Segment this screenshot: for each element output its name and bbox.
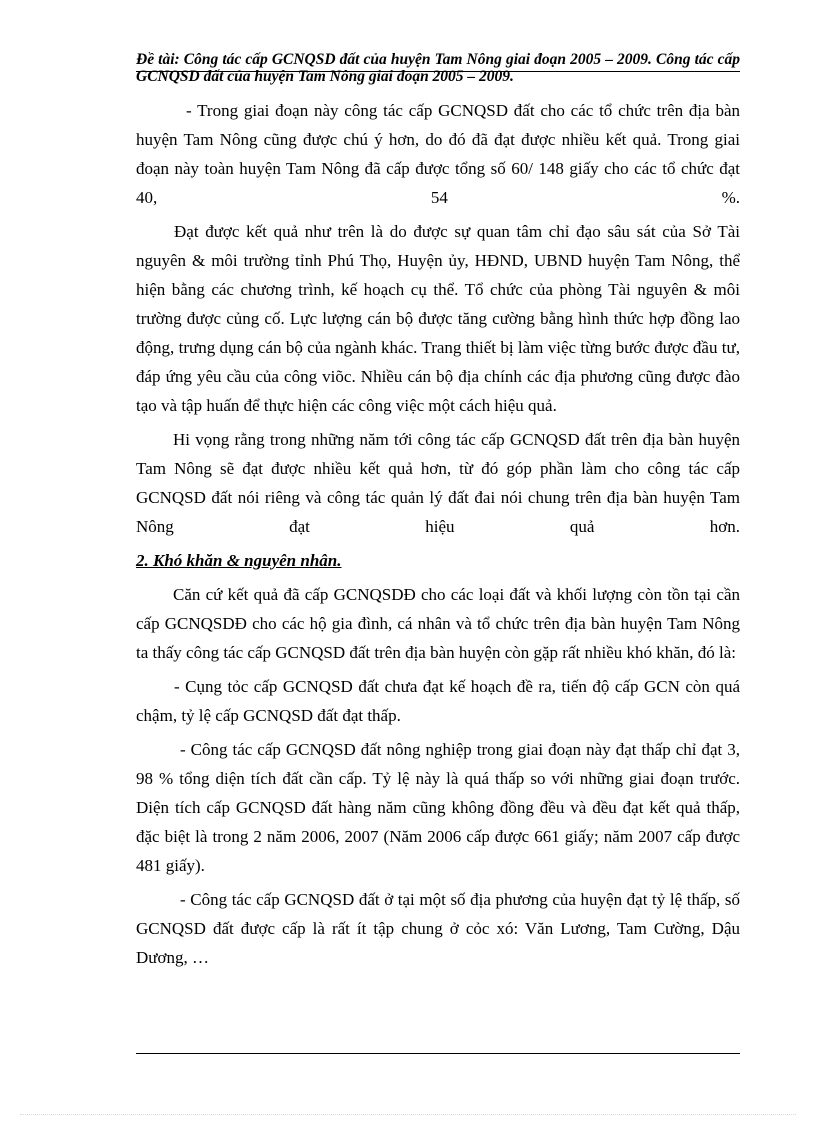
paragraph-organizations-results: - Trong giai đoạn này công tác cấp GCNQSD đất cho các tổ chức trên địa bàn huyện Tam Nông cũng được chú ý hơn, do đó đã đạt được nhiều kết quả. Trong giai đoạn này toàn huyện Tam Nông đã cấp được tổng số 60/ 148 giấy cho các tổ chức đạt 40, 54 %. [136, 101, 740, 207]
document-body [136, 96, 740, 977]
paragraph-difficulty-agricultural: - Công tác cấp GCNQSD đất nông nghiệp trong giai đoạn này đạt thấp chỉ đạt 3, 98 % tổng diện tích đất cần cấp. Tỷ lệ này là quá thấp so với những giai đoạn trước. Diện tích cấp GCNQSD đất hàng năm cũng không đồng đều và đều đạt kết quả thấp, đặc biệt là trong 2 năm 2006, 2007 (Năm 2006 cấp được 661 giấy; năm 2007 cấp được 481 giấy). [136, 740, 740, 875]
section-heading-difficulties: 2. Khó khăn & nguyên nhân. [136, 551, 342, 570]
paragraph-future-hopes: Hi vọng rằng trong những năm tới công tác cấp GCNQSD đất trên địa bàn huyện Tam Nông sẽ đạt được nhiều kết quả hơn, từ đó góp phần làm cho công tác cấp GCNQSD đất nói riêng và công tác quản lý đất đai nói chung trên địa bàn huyện Tam Nông đạt hiệu quả hơn. [136, 430, 740, 536]
paragraph-difficulty-progress: - Cụng tỏc cấp GCNQSD đất chưa đạt kế hoạch đề ra, tiến độ cấp GCN còn quá chậm, tỷ lệ cấp GCNQSD đất đạt thấp. [136, 677, 740, 725]
paragraph-achievement-reasons: Đạt được kết quả như trên là do được sự quan tâm chỉ đạo sâu sát của Sở Tài nguyên & môi trường tỉnh Phú Thọ, Huyện ủy, HĐND, UBND huyện Tam Nông, thể hiện bằng các chương trình, kế hoạch cụ thể. Tổ chức của phòng Tài nguyên & môi trường được củng cố. Lực lượng cán bộ được tăng cường bằng hình thức hợp đồng lao động, trưng dụng cán bộ của ngành khác. Trang thiết bị làm việc từng bước được đầu tư, đáp ứng yêu cầu của công viõc. Nhiều cán bộ địa chính các địa phương cũng được đào tạo và tập huấn để thực hiện các công việc một cách hiệu quả. [136, 222, 740, 415]
running-header: Đề tài: Công tác cấp GCNQSD đất của huyện Tam Nông giai đoạn 2005 – 2009. Công tác cấp GCNQSD đất của huyện Tam Nông giai đoạn 2005 – 2009. [136, 51, 740, 85]
footer-rule [136, 1053, 740, 1054]
paragraph-difficulties-intro: Căn cứ kết quả đã cấp GCNQSDĐ cho các loại đất và khối lượng còn tồn tại cần cấp GCNQSDĐ cho các hộ gia đình, cá nhân và tổ chức trên địa bàn huyện Tam Nông ta thấy công tác cấp GCNQSD đất trên địa bàn huyện còn gặp rất nhiều khó khăn, đó là: [136, 585, 740, 662]
paragraph-difficulty-local: - Công tác cấp GCNQSD đất ở tại một số địa phương của huyện đạt tỷ lệ thấp, số GCNQSD đất được cấp là rất ít tập chung ở cỏc xó: Văn Lương, Tam Cường, Dậu Dương, … [136, 890, 740, 967]
header-rule [136, 71, 740, 72]
page-edge-divider [20, 1114, 796, 1115]
